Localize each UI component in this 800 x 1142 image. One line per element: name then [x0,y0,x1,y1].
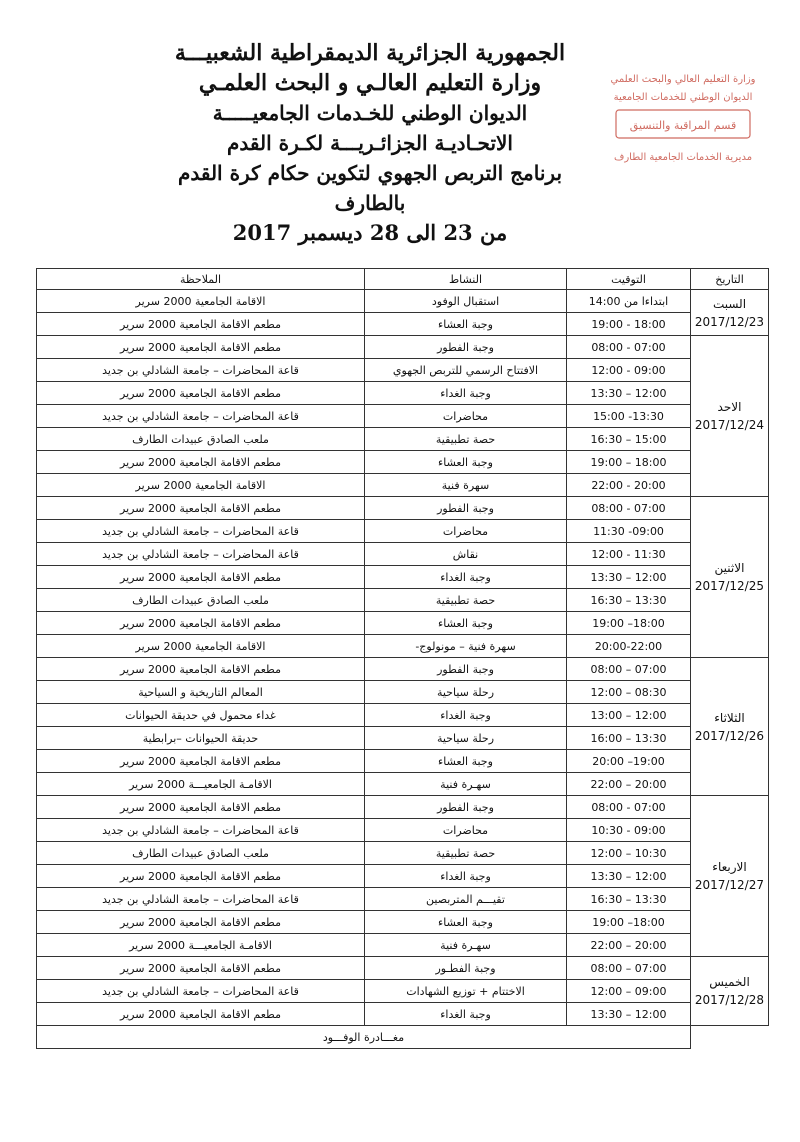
table-row [37,773,769,796]
table-row [37,290,769,313]
table-row [37,681,769,704]
note-cell: مطعم الاقامة الجامعية 2000 سرير [37,612,365,635]
note-cell: مطعم الاقامة الجامعية 2000 سرير [37,382,365,405]
note-cell: الاقامـة الجامعيـــة 2000 سرير [37,934,365,957]
note-cell: مطعم الاقامة الجامعية 2000 سرير [37,750,365,773]
activity-cell: وجبة الغداء [365,865,567,888]
program-title: برنامج التربص الجهوي لتكوين حكام كرة القدم بالطارف [177,161,563,215]
note-cell: ملعب الصادق عبيدات الطارف [37,428,365,451]
table-row [37,957,769,980]
note-cell: الاقامة الجامعية 2000 سرير [37,290,365,313]
note-cell: مطعم الاقامة الجامعية 2000 سرير [37,566,365,589]
time-cell: ابتداءا من 14:00 [567,290,691,313]
day-date: 2017/12/24 [694,418,764,432]
note-cell: حديقة الحيوانات –برابطية [37,727,365,750]
time-cell: 13:30 – 16:30 [567,888,691,911]
time-cell: 12:00 – 13:30 [567,382,691,405]
time-cell: 18:00– 19:00 [567,911,691,934]
day-name: الاثنين [714,561,745,575]
table-row [37,727,769,750]
time-cell: 09:00 - 10:30 [567,819,691,842]
stamp-line4: مديرية الخدمات الجامعية الطارف [613,152,753,163]
note-cell: قاعة المحاضرات – جامعة الشادلي بن جديد [37,888,365,911]
table-row [37,451,769,474]
time-cell: 18:00– 19:00 [567,612,691,635]
time-cell: 18:00 - 19:00 [567,313,691,336]
table-row [37,497,769,520]
time-cell: 08:30 – 12:00 [567,681,691,704]
activity-cell: نقاش [365,543,567,566]
time-cell: 09:00 - 12:00 [567,359,691,382]
table-row [37,842,769,865]
activity-cell: وجبة الفطور [365,336,567,359]
time-cell: 20:00 - 22:00 [567,474,691,497]
activity-cell: حصة تطبيقية [365,428,567,451]
table-row [37,405,769,428]
activity-cell: وجبة الغداء [365,1003,567,1026]
activity-cell: وجبة الغداء [365,566,567,589]
note-cell: قاعة المحاضرات – جامعة الشادلي بن جديد [37,980,365,1003]
table-row [37,1003,769,1026]
table-header-row [37,269,769,290]
table-row [37,635,769,658]
day-name: الثلاثاء [714,710,745,725]
note-cell: مطعم الاقامة الجامعية 2000 سرير [37,865,365,888]
time-cell: 11:30 - 12:00 [567,543,691,566]
activity-cell: وجبة الفطـور [365,957,567,980]
header-note: الملاحظة [37,269,365,290]
activity-cell: رحلة سياحية [365,681,567,704]
activity-cell: وجبة العشاء [365,911,567,934]
day-date: 2017/12/27 [694,878,764,892]
header-activity: النشاط [365,269,567,290]
activity-cell: سهـرة فنية [365,934,567,957]
activity-cell: وجبة العشاء [365,313,567,336]
activity-cell: محاضرات [365,819,567,842]
schedule-table [36,268,769,1049]
time-cell: 13:30- 15:00 [567,405,691,428]
time-cell: 07:00 - 08:00 [567,796,691,819]
day-cell [691,290,769,336]
table-row [37,934,769,957]
table-row [37,359,769,382]
activity-cell: حصة تطبيقية [365,589,567,612]
stamp-line2: الديوان الوطني للخدمات الجامعية [613,92,753,103]
program-dates: من 23 الى 28 ديسمبر 2017 [232,220,508,245]
activity-cell: وجبة الفطور [365,658,567,681]
note-cell: مطعم الاقامة الجامعية 2000 سرير [37,497,365,520]
time-cell: 09:00 – 12:00 [567,980,691,1003]
activity-cell: وجبة الغداء [365,382,567,405]
table-row [37,704,769,727]
activity-cell: وجبة الغداء [365,704,567,727]
table-row [37,566,769,589]
schedule-body [37,290,769,1049]
activity-cell: الاختتام + توزيع الشهادات [365,980,567,1003]
day-cell [691,957,769,1026]
note-cell: مطعم الاقامة الجامعية 2000 سرير [37,957,365,980]
activity-cell: استقبال الوفود [365,290,567,313]
activity-cell: محاضرات [365,405,567,428]
time-cell: 12:00 – 13:30 [567,1003,691,1026]
note-cell: الاقامة الجامعية 2000 سرير [37,635,365,658]
activity-cell: وجبة الفطور [365,497,567,520]
note-cell: مطعم الاقامة الجامعية 2000 سرير [37,658,365,681]
table-row [37,980,769,1003]
day-date: 2017/12/23 [694,314,764,329]
time-cell: 19:00– 20:00 [567,750,691,773]
activity-cell: حصة تطبيقية [365,842,567,865]
office-name: الديوان الوطني للخـدمات الجامعيـــــة [212,101,528,125]
table-row [37,612,769,635]
day-name: الاربعاء [712,860,747,874]
time-cell: 18:00 – 19:00 [567,451,691,474]
day-cell [691,497,769,658]
time-cell: 12:00 – 13:00 [567,704,691,727]
table-row [37,474,769,497]
note-cell: قاعة المحاضرات – جامعة الشادلي بن جديد [37,520,365,543]
day-date: 2017/12/25 [694,579,764,593]
time-cell: 09:00- 11:30 [567,520,691,543]
stamp-line1: وزارة التعليم العالي والبحث العلمي [610,74,756,85]
note-cell: ملعب الصادق عبيدات الطارف [37,842,365,865]
table-row [37,1026,769,1049]
note-cell: مطعم الاقامة الجامعية 2000 سرير [37,336,365,359]
note-cell: الاقامة الجامعية 2000 سرير [37,474,365,497]
activity-cell: وجبة العشاء [365,750,567,773]
day-name: الخميس [709,975,750,989]
table-row [37,382,769,405]
empty-cell [691,1026,769,1049]
day-name: السبت [712,296,747,311]
federation-name: الاتحـاديـة الجزائـريـــة لكـرة القدم [227,131,513,155]
table-row [37,888,769,911]
time-cell: 07:00 - 08:00 [567,336,691,359]
table-row [37,750,769,773]
table-row [37,865,769,888]
activity-cell: وجبة العشاء [365,612,567,635]
note-cell: مطعم الاقامة الجامعية 2000 سرير [37,1003,365,1026]
note-cell: غداء محمول في حديقة الحيوانات [37,704,365,727]
note-cell: المعالم التاريخية و السياحية [37,681,365,704]
activity-cell: محاضرات [365,520,567,543]
table-row [37,819,769,842]
activity-cell: وجبة الفطور [365,796,567,819]
time-cell: 12:00 – 13:30 [567,865,691,888]
activity-cell: وجبة العشاء [365,451,567,474]
note-cell: مطعم الاقامة الجامعية 2000 سرير [37,313,365,336]
table-row [37,520,769,543]
activity-cell: سهرة فنية [365,474,567,497]
official-stamp [588,60,778,190]
country-name: الجمهورية الجزائرية الديمقراطية الشعبيـــة [174,40,566,66]
activity-cell: تقيـــم المتربصين [365,888,567,911]
table-row [37,543,769,566]
table-row [37,313,769,336]
time-cell: 20:00-22:00 [567,635,691,658]
stamp-line3: قسم المراقبة والتنسيق [629,119,737,132]
activity-cell: الافتتاح الرسمي للتربص الجهوي [365,359,567,382]
note-cell: قاعة المحاضرات – جامعة الشادلي بن جديد [37,405,365,428]
header-time: التوقيت [567,269,691,290]
time-cell: 07:00 - 08:00 [567,497,691,520]
time-cell: 12:00 – 13:30 [567,566,691,589]
departure-cell: مغـــادرة الوفـــود [37,1026,691,1049]
table-row [37,658,769,681]
table-row [37,911,769,934]
day-cell [691,796,769,957]
header-date: التاريخ [691,269,769,290]
table-row [37,428,769,451]
activity-cell: سهرة فنية – مونولوج- [365,635,567,658]
note-cell: قاعة المحاضرات – جامعة الشادلي بن جديد [37,543,365,566]
time-cell: 07:00 – 08:00 [567,957,691,980]
time-cell: 20:00 – 22:00 [567,773,691,796]
activity-cell: سهـرة فنية [365,773,567,796]
table-row [37,589,769,612]
note-cell: قاعة المحاضرات – جامعة الشادلي بن جديد [37,359,365,382]
ministry-name: وزارة التعليم العالـي و البحث العلمـي [198,70,542,96]
day-date: 2017/12/26 [694,728,764,743]
note-cell: مطعم الاقامة الجامعية 2000 سرير [37,911,365,934]
time-cell: 15:00 – 16:30 [567,428,691,451]
table-row [37,796,769,819]
document-header [150,38,590,248]
day-date: 2017/12/28 [694,993,764,1007]
time-cell: 20:00 – 22:00 [567,934,691,957]
note-cell: ملعب الصادق عبيدات الطارف [37,589,365,612]
note-cell: قاعة المحاضرات – جامعة الشادلي بن جديد [37,819,365,842]
time-cell: 13:30 – 16:00 [567,727,691,750]
day-cell [691,336,769,497]
table-row [37,336,769,359]
note-cell: الاقامـة الجامعيـــة 2000 سرير [37,773,365,796]
time-cell: 07:00 – 08:00 [567,658,691,681]
activity-cell: رحلة سياحية [365,727,567,750]
note-cell: مطعم الاقامة الجامعية 2000 سرير [37,451,365,474]
note-cell: مطعم الاقامة الجامعية 2000 سرير [37,796,365,819]
day-cell [691,658,769,796]
day-name: الاحد [717,400,742,414]
time-cell: 10:30 – 12:00 [567,842,691,865]
time-cell: 13:30 – 16:30 [567,589,691,612]
